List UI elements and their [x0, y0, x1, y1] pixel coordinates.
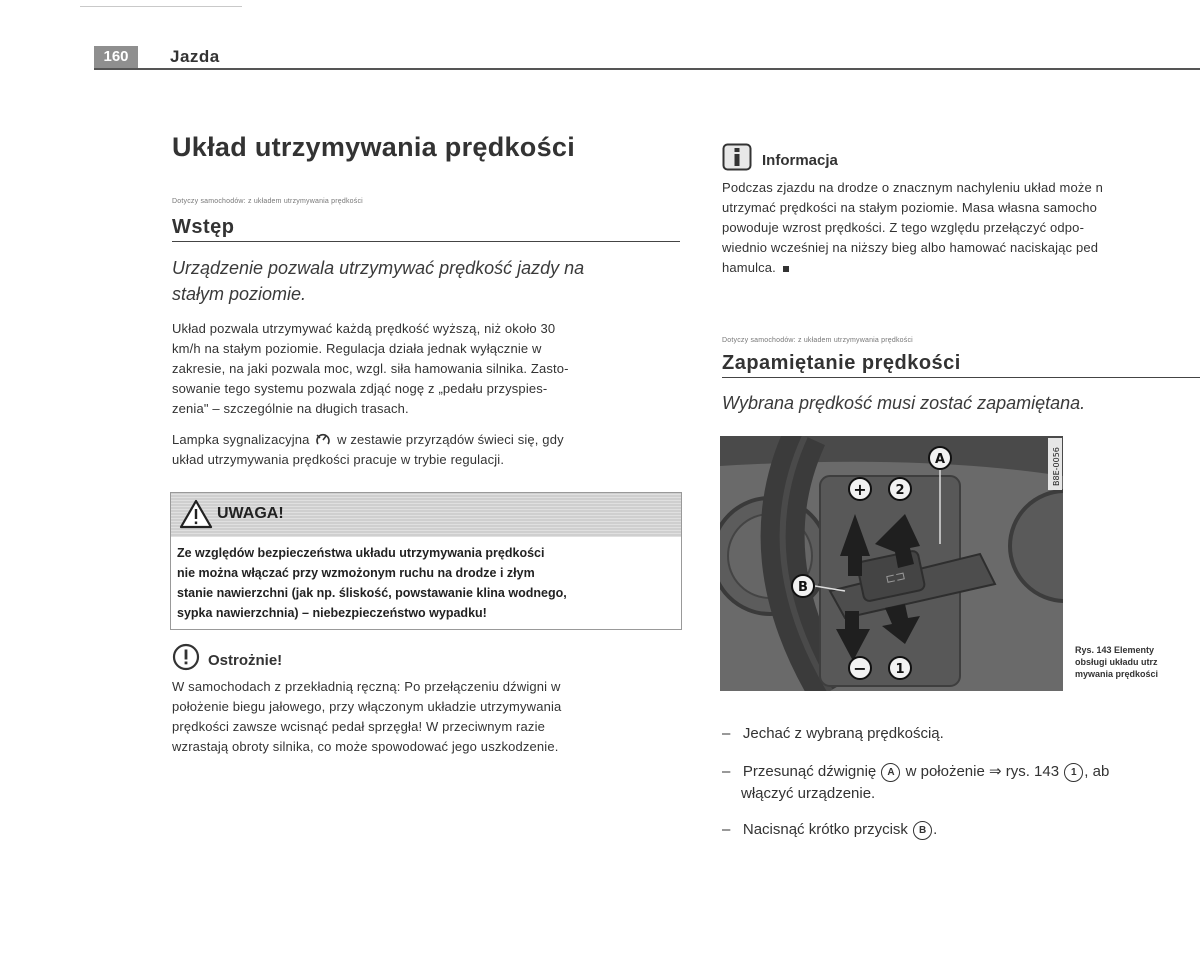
callout-a	[929, 447, 951, 469]
step-text: w położenie ⇒ rys. 143	[905, 763, 1060, 780]
text-line: utrzymać prędkości na stałym poziomie. Masa własna samocho	[722, 200, 1098, 215]
text-line: sypka nawierzchnia) – niebezpieczeństwo wypadku!	[177, 606, 487, 620]
callout-2	[889, 478, 911, 500]
text-line: Podczas zjazdu na drodze o znacznym nachyleniu układ może n	[722, 180, 1104, 195]
lever-illustration	[720, 436, 1063, 691]
caption-line: mywania prędkości	[1075, 669, 1159, 679]
text-line: wiednio wcześniej na niższy bieg albo hamować naciskając ped	[722, 240, 1099, 255]
callout-plus-label: +	[853, 480, 867, 499]
applies-to-note: Dotyczy samochodów: z układem utrzymywania prędkości	[172, 198, 363, 205]
heading-rule	[172, 241, 680, 242]
text-line	[722, 258, 1200, 278]
step-text: .	[933, 821, 938, 838]
text-line	[172, 430, 682, 450]
callout-b	[792, 575, 814, 597]
step-text: Nacisnąć krótko przycisk	[742, 821, 908, 838]
lead-line: stałym poziomie.	[172, 284, 307, 304]
callout-plus	[849, 478, 871, 500]
callout-a-label: A	[934, 452, 946, 467]
text-line: powoduje wzrost prędkości. Z tego względu przełączyć odpo-	[722, 220, 1085, 235]
paragraph-indicator	[172, 430, 682, 470]
applies-to-note: Dotyczy samochodów: z układem utrzymywania prędkości	[722, 337, 913, 344]
header-rule	[94, 68, 1200, 70]
callout-1-label: 1	[895, 662, 905, 677]
caution-title: Ostrożnie!	[208, 652, 283, 669]
warning-box	[170, 492, 682, 630]
text-line: W samochodach z przekładnią ręczną: Po przełączeniu dźwigni w	[172, 679, 561, 694]
end-mark-icon	[783, 266, 789, 272]
svg-text:⊏⊐: ⊏⊐	[884, 568, 907, 587]
text-line: położenie biegu jałowego, przy włączonym układzie utrzymywania	[172, 699, 562, 714]
chapter-title: Układ utrzymywania prędkości	[172, 132, 576, 162]
info-icon	[722, 143, 752, 171]
warning-text	[177, 543, 677, 623]
page-number: 160	[94, 46, 138, 68]
section-heading-intro: Wstęp	[172, 216, 235, 238]
text-line: nie można włączać przy wzmożonym ruchu na drodze i złym	[177, 566, 535, 580]
step-line: włączyć urządzenie.	[741, 785, 876, 802]
lever-a-marker: A	[881, 763, 900, 782]
position-1-marker: 1	[1064, 763, 1083, 782]
callout-1	[889, 657, 911, 679]
callout-minus	[849, 657, 871, 679]
text-line: zenia" – szczególnie na długich trasach.	[172, 401, 409, 416]
text-line: sowanie tego systemu pozwala zdjąć nogę z „pedału przyspies-	[172, 381, 548, 396]
step-dash: –	[722, 725, 731, 742]
text-line: wzrastają obroty silnika, co może spowodować jego uszkodzenie.	[172, 739, 559, 754]
button-b-marker: B	[913, 821, 932, 840]
cruise-control-lamp-icon	[315, 432, 331, 446]
text-span: hamulca.	[722, 260, 776, 275]
text-line: km/h na stałym poziomie. Regulacja działa jednak wyłącznie w	[172, 341, 542, 356]
lead-line: Urządzenie pozwala utrzymywać prędkość jazdy na	[172, 258, 585, 278]
caption-line: obsługi układu utrz	[1075, 657, 1158, 667]
caption-line: Rys. 143 Elementy	[1075, 645, 1155, 655]
step-text: Jechać z wybraną prędkością.	[742, 725, 944, 742]
section-title: Jazda	[170, 47, 220, 66]
text-line: prędkości zawsze wcisnąć pedał sprzęgła! W przeciwnym razie	[172, 719, 545, 734]
info-title: Informacja	[762, 152, 838, 169]
step-1	[722, 723, 944, 745]
heading-rule	[722, 377, 1200, 378]
figure-code: B8E-0056	[1052, 447, 1061, 486]
caution-icon	[172, 643, 200, 671]
figure-caption	[1075, 644, 1200, 680]
text-span: Lampka sygnalizacyjna	[172, 432, 310, 447]
text-span: w zestawie przyrządów świeci się, gdy	[337, 432, 564, 447]
paragraph-intro	[172, 319, 682, 419]
step-text: , ab	[1084, 763, 1110, 780]
figure-cruise-control-lever	[720, 436, 1063, 691]
text-line: stanie nawierzchni (jak np. śliskość, powstawanie klina wodnego,	[177, 586, 567, 600]
lead-text	[172, 255, 682, 307]
step-line	[722, 761, 1200, 783]
callout-minus-label: −	[853, 659, 867, 678]
text-line: Ze względów bezpieczeństwa układu utrzymywania prędkości	[177, 546, 545, 560]
lead-text: Wybrana prędkość musi zostać zapamiętana.	[722, 393, 1086, 413]
step-dash: –	[722, 763, 731, 780]
top-edge-line	[80, 6, 242, 7]
text-line: Układ pozwala utrzymywać każdą prędkość wyższą, niż około 30	[172, 321, 556, 336]
section-heading-memory: Zapamiętanie prędkości	[722, 352, 961, 374]
warning-title: UWAGA!	[217, 505, 284, 522]
step-3	[722, 819, 937, 841]
text-line: układ utrzymywania prędkości pracuje w trybie regulacji.	[172, 452, 505, 467]
callout-b-label: B	[798, 580, 808, 595]
callout-2-label: 2	[895, 483, 905, 498]
warning-triangle-icon	[179, 499, 213, 529]
text-line: zakresie, na jaki pozwala moc, wzgl. siła hamowania silnika. Zasto-	[172, 361, 569, 376]
info-text	[722, 178, 1200, 278]
warning-header	[171, 493, 681, 537]
step-2	[722, 761, 1200, 805]
caution-text	[172, 677, 682, 757]
step-text: Przesunąć dźwignię	[742, 763, 877, 780]
step-dash: –	[722, 821, 731, 838]
